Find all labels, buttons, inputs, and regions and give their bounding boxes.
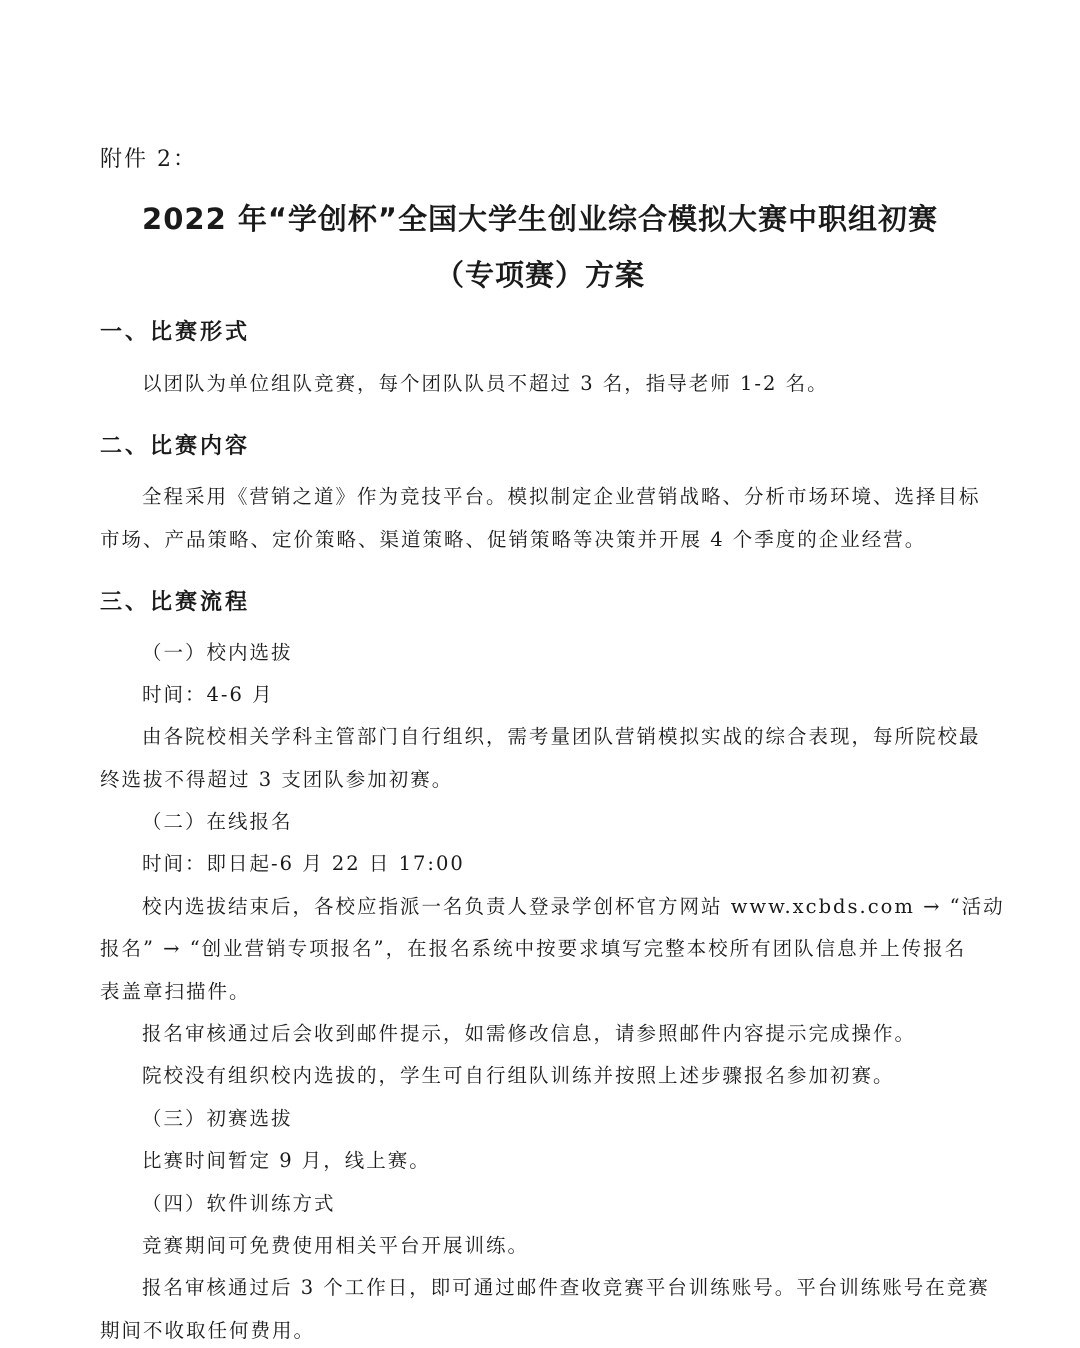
preliminary-desc: 比赛时间暂定 9 月，线上赛。 [142, 1149, 431, 1172]
software-training-desc: 竞赛期间可免费使用相关平台开展训练。 [142, 1234, 530, 1257]
document-title-line1: 2022 年“学创杯”全国大学生创业综合模拟大赛中职组初赛 [142, 202, 938, 236]
section-format-paragraph: 以团队为单位组队竞赛，每个团队队员不超过 3 名，指导老师 1-2 名。 [142, 372, 829, 395]
online-registration-desc-line2: 报名” → “创业营销专项报名”，在报名系统中按要求填写完整本校所有团队信息并上传报名 [100, 937, 967, 960]
online-registration-note2: 院校没有组织校内选拔的，学生可自行组队训练并按照上述步骤报名参加初赛。 [142, 1064, 895, 1087]
software-training-desc2-line1: 报名审核通过后 3 个工作日，即可通过邮件查收竞赛平台训练账号。平台训练账号在竞赛 [142, 1276, 990, 1299]
subsection-title-preliminary: （三）初赛选拔 [142, 1107, 293, 1130]
online-registration-desc-line3: 表盖章扫描件。 [100, 980, 251, 1003]
campus-selection-desc-line1: 由各院校相关学科主管部门自行组织，需考量团队营销模拟实战的综合表现，每所院校最 [142, 725, 981, 748]
subsection-title-online-registration: （二）在线报名 [142, 810, 293, 833]
section-heading-format: 一、比赛形式 [100, 320, 251, 345]
subsection-title-campus-selection: （一）校内选拔 [142, 641, 293, 664]
section-content-paragraph-line1: 全程采用《营销之道》作为竞技平台。模拟制定企业营销战略、分析市场环境、选择目标 [142, 485, 981, 508]
online-registration-time: 时间：即日起-6 月 22 日 17:00 [142, 852, 465, 875]
online-registration-desc-line1: 校内选拔结束后，各校应指派一名负责人登录学创杯官方网站 www.xcbds.com → “活动 [142, 895, 1005, 918]
software-training-desc2-line2: 期间不收取任何费用。 [100, 1319, 316, 1342]
campus-selection-time: 时间：4-6 月 [142, 683, 274, 706]
online-registration-note1: 报名审核通过后会收到邮件提示，如需修改信息，请参照邮件内容提示完成操作。 [142, 1022, 917, 1045]
subsection-title-software-training: （四）软件训练方式 [142, 1192, 336, 1215]
section-heading-content: 二、比赛内容 [100, 434, 251, 459]
attachment-label: 附件 2： [100, 147, 197, 172]
campus-selection-desc-line2: 终选拔不得超过 3 支团队参加初赛。 [100, 768, 454, 791]
section-content-paragraph-line2: 市场、产品策略、定价策略、渠道策略、促销策略等决策并开展 4 个季度的企业经营。 [100, 528, 927, 551]
section-heading-process: 三、比赛流程 [100, 590, 251, 615]
document-title-line2: （专项赛）方案 [434, 258, 645, 292]
